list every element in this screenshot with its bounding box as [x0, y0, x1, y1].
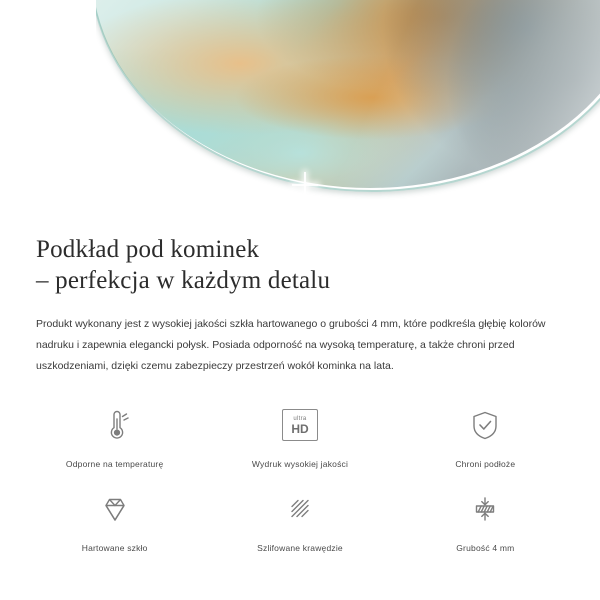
polished-edges-icon	[280, 487, 320, 531]
feature-item-tempered-glass	[22, 487, 207, 553]
feature-item-thickness	[393, 487, 578, 553]
page-title-line-1: Podkład pod kominek	[36, 236, 260, 263]
page-title	[36, 234, 566, 296]
feature-item-temperature	[22, 403, 207, 469]
diamond-icon	[95, 487, 135, 531]
feature-item-surface-protection	[393, 403, 578, 469]
description-paragraph: Produkt wykonany jest z wysokiej jakości szkła hartowanego o grubości 4 mm, które podkreśla głębię kolorów nadruku i zapewnia elegancki połysk. Posiada odporność na wysoką temperaturę, a także chroni przed uszkodzeniami, dzięki czemu zabezpieczy przestrzeń wokół kominka na lata.	[36, 318, 546, 372]
thermometer-icon	[95, 403, 135, 447]
ultra-hd-icon	[282, 403, 318, 447]
hero-image	[0, 0, 600, 212]
thickness-arrows-icon	[465, 487, 505, 531]
ultra-hd-top-text: ultra	[293, 415, 307, 422]
ultra-hd-bottom-text: HD	[291, 421, 309, 436]
page-title-line-2: – perfekcja w każdym detalu	[36, 267, 331, 294]
feature-grid	[0, 403, 600, 553]
feature-label: Odporne na temperaturę	[65, 459, 164, 469]
hero-left-white-fill	[0, 0, 96, 212]
feature-label: Hartowane szkło	[81, 543, 148, 553]
feature-label: Grubość 4 mm	[456, 543, 515, 553]
feature-label: Szlifowane krawędzie	[257, 543, 343, 553]
feature-item-polished-edges	[207, 487, 392, 553]
shield-check-icon	[465, 403, 505, 447]
feature-item-print-quality	[207, 403, 392, 469]
feature-label: Wydruk wysokiej jakości	[251, 459, 349, 469]
feature-label: Chroni podłoże	[455, 459, 516, 469]
text-content	[0, 212, 600, 377]
